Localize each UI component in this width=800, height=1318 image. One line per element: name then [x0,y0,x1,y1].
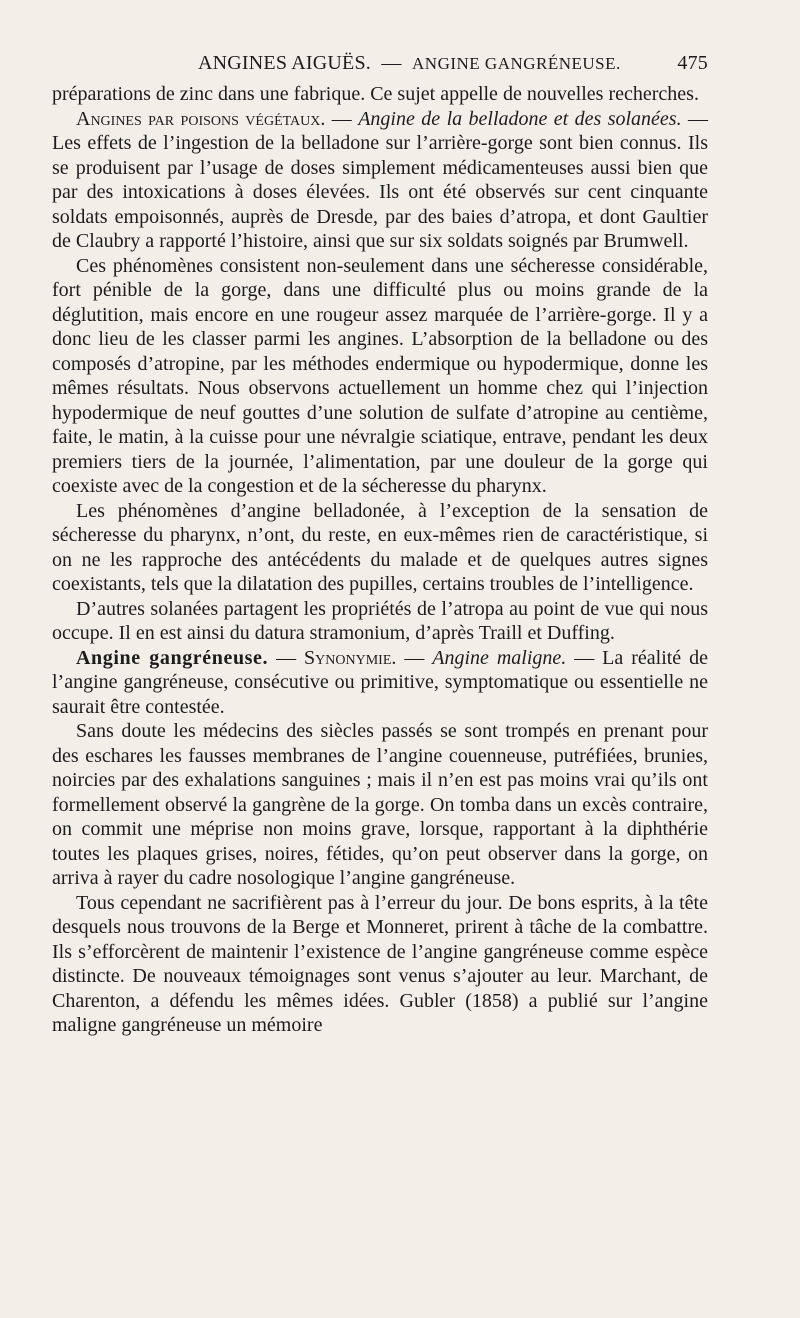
section-heading-vegetal-poisons: Angines par poisons végétaux. [76,107,326,130]
book-page [52,52,708,1038]
dash: — [396,646,433,669]
page-number: 475 [677,52,708,74]
running-header [52,52,708,82]
dash: — [268,646,305,669]
synonymy-label: Synonymie. [304,646,397,669]
running-title-main: ANGINES AIGUËS. [198,52,371,74]
paragraph-past-physicians: Sans doute les médecins des siècles passés se sont trompés en prenant pour des eschares les fausses membranes de l’angine couenneuse, putréfiées, brunies, noircies par des exhalations sanguines ; mais il n’en est pas moins vrai qu’ils ont formellement observé la gangrène de la gorge. On tomba dans un excès contraire, on commit une méprise non moins grave, lorsque, rapportant à la diphthérie toutes les plaques grises, noires, fétides, qu’on peut observer dans la gorge, on arriva à rayer du cadre nosologique l’angine gangréneuse. [52,720,708,889]
subheading-belladonna: Angine de la belladone et des solanées. [358,107,682,130]
paragraph-text: — Les effets de l’ingestion de la belladone sur l’arrière-gorge sont bien connus. Ils se produisent par l’usage de doses simplement médicamenteuses aussi bien que par des intoxications à doses élevées. Ils ont été observés sur cent cinquante soldats empoisonnés, auprès de Dresde, par des baies d’atropa, et dont Gaultier de Claubry a rapporté l’histoire, ainsi que sur six soldats soignés par Brumwell. [52,107,709,252]
page-body [52,82,708,1038]
paragraph-belladonna-angina: Les phénomènes d’angine belladonée, à l’exception de la sensation de sécheresse du pharynx, n’ont, du reste, en eux-mêmes rien de caractéristique, si on ne les rapproche des antécédents du malade et de quelques autres signes coexistants, tels que la dilatation des pupilles, certains troubles de l’intelligence. [52,499,708,595]
section-heading-gangrenous: Angine gangréneuse. [76,646,269,669]
paragraph-good-minds: Tous cependant ne sacrifièrent pas à l’erreur du jour. De bons esprits, à la tête desquels nous trouvons de la Berge et Monneret, prirent à tâche de la combattre. Ils s’efforcèrent de maintenir l’existence de l’angine gangréneuse comme espèce distincte. De nouveaux témoignages sont venus s’ajouter au leur. Marchant, de Charenton, a défendu les mêmes idées. Gubler (1858) a publié sur l’angine maligne gangréneuse un mémoire [52,891,708,1036]
dash: — [325,107,359,130]
paragraph-phenomena: Ces phénomènes consistent non-seulement dans une sécheresse considérable, fort pénible de la gorge, dans une difficulté plus ou moins grande de la déglutition, mais encore en une rougeur assez marquée de l’arrière-gorge. Il y a donc lieu de les classer parmi les angines. L’absorption de la belladone ou des composés d’atropine, par les méthodes endermique ou hypodermique, donne les mêmes résultats. Nous observons actuellement un homme chez qui l’injection hypodermique de neuf gouttes d’une solution de sulfate d’atropine au centième, faite, le matin, à la cuisse pour une névralgie sciatique, entrave, pendant les deux premiers tiers de la journée, l’alimentation, par une douleur de la gorge qui coexiste avec de la congestion et de la sécheresse du pharynx. [52,254,708,497]
paragraph-other-solanaceae: D’autres solanées partagent les propriétés de l’atropa au point de vue qui nous occupe. Il en est ainsi du datura stramonium, d’après Traill et Duffing. [52,597,708,644]
paragraph-belladonna-intro [52,107,708,254]
running-title [198,52,621,75]
running-title-dash: — [381,52,402,74]
paragraph-continuation: préparations de zinc dans une fabrique. Ce sujet appelle de nouvelles recherches. [52,83,699,105]
synonym-name: Angine maligne. [432,646,567,669]
running-title-sub: ANGINE GANGRÉNEUSE. [412,54,621,73]
paragraph-gangrenous-angina [52,646,708,720]
paragraph-text: — La réalité de l’angine gangréneuse, consécutive ou primitive, symptomatique ou essentielle ne saurait être contestée. [52,646,709,718]
